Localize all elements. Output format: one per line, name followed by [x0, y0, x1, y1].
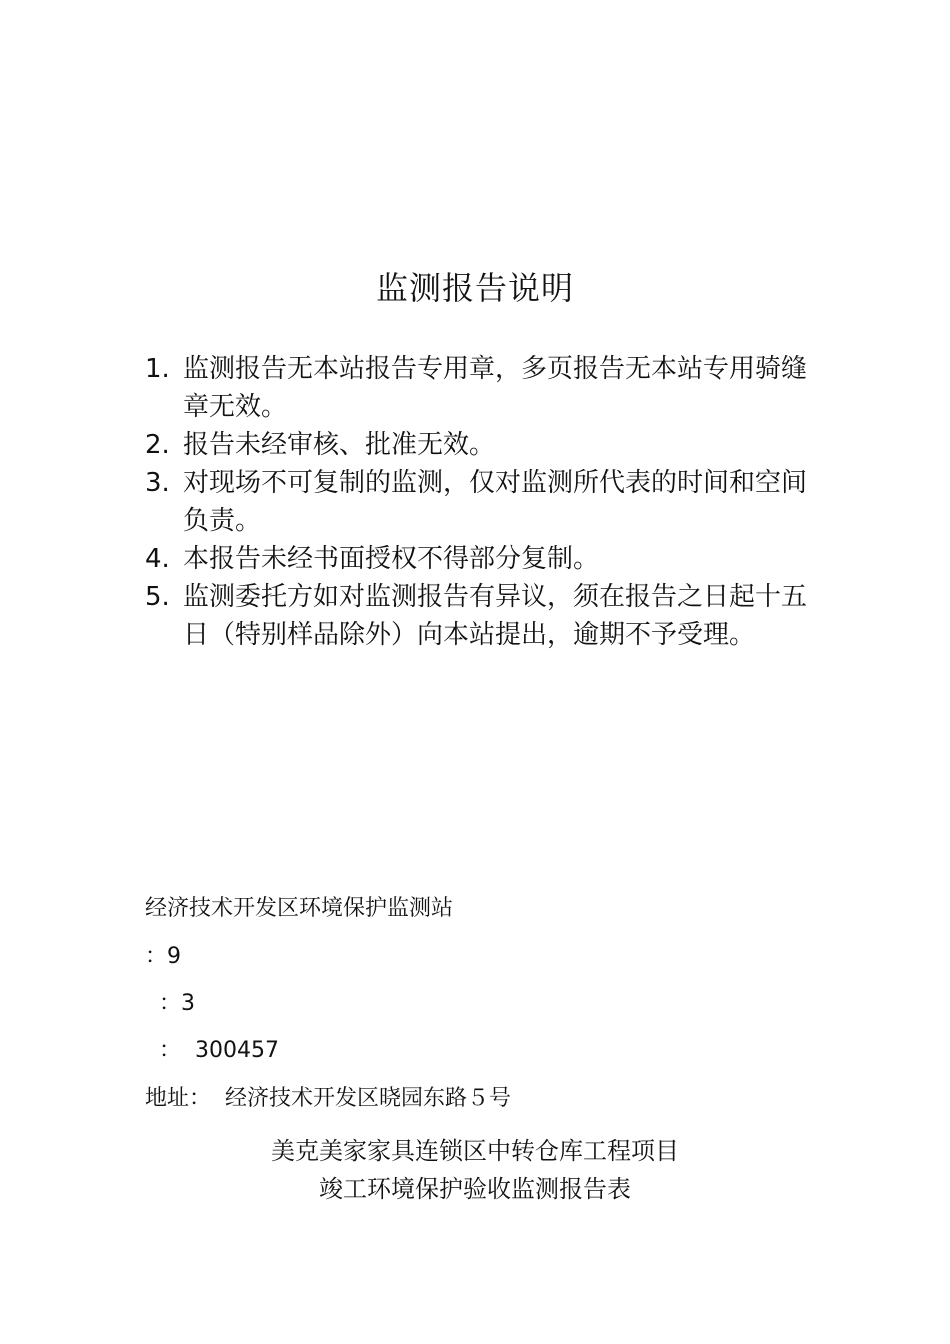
note-text: 对现场不可复制的监测，仅对监测所代表的时间和空间负责。 [183, 468, 808, 536]
note-item [145, 426, 815, 464]
note-text: 本报告未经书面授权不得部分复制。 [183, 544, 600, 574]
note-number: 3. [145, 468, 170, 498]
address-line: 地址： 经济技术开发区晓园东路５号 [145, 1086, 511, 1111]
postal-code-line: ： 300457 [145, 1038, 279, 1063]
notes-list [145, 350, 815, 654]
note-text: 报告未经审核、批准无效。 [183, 430, 496, 460]
note-item [145, 464, 815, 540]
note-item [145, 350, 815, 426]
note-number: 1. [145, 354, 170, 384]
page-title: 监测报告说明 [375, 269, 574, 307]
contact-line-1: ：9 [145, 944, 181, 969]
note-item [145, 540, 815, 578]
note-item [145, 578, 815, 654]
note-text: 监测委托方如对监测报告有异议，须在报告之日起十五日（特别样品除外）向本站提出，逾期不予受理。 [183, 582, 808, 650]
note-text: 监测报告无本站报告专用章，多页报告无本站专用骑缝章无效。 [183, 354, 808, 422]
note-number: 5. [145, 582, 170, 612]
contact-line-2: ：3 [145, 991, 195, 1016]
project-title-line-1: 美克美家家具连锁区中转仓库工程项目 [271, 1137, 679, 1165]
station-name: 经济技术开发区环境保护监测站 [145, 896, 454, 921]
note-number: 4. [145, 544, 170, 574]
project-title-line-2: 竣工环境保护验收监测报告表 [319, 1175, 631, 1203]
note-number: 2. [145, 430, 170, 460]
